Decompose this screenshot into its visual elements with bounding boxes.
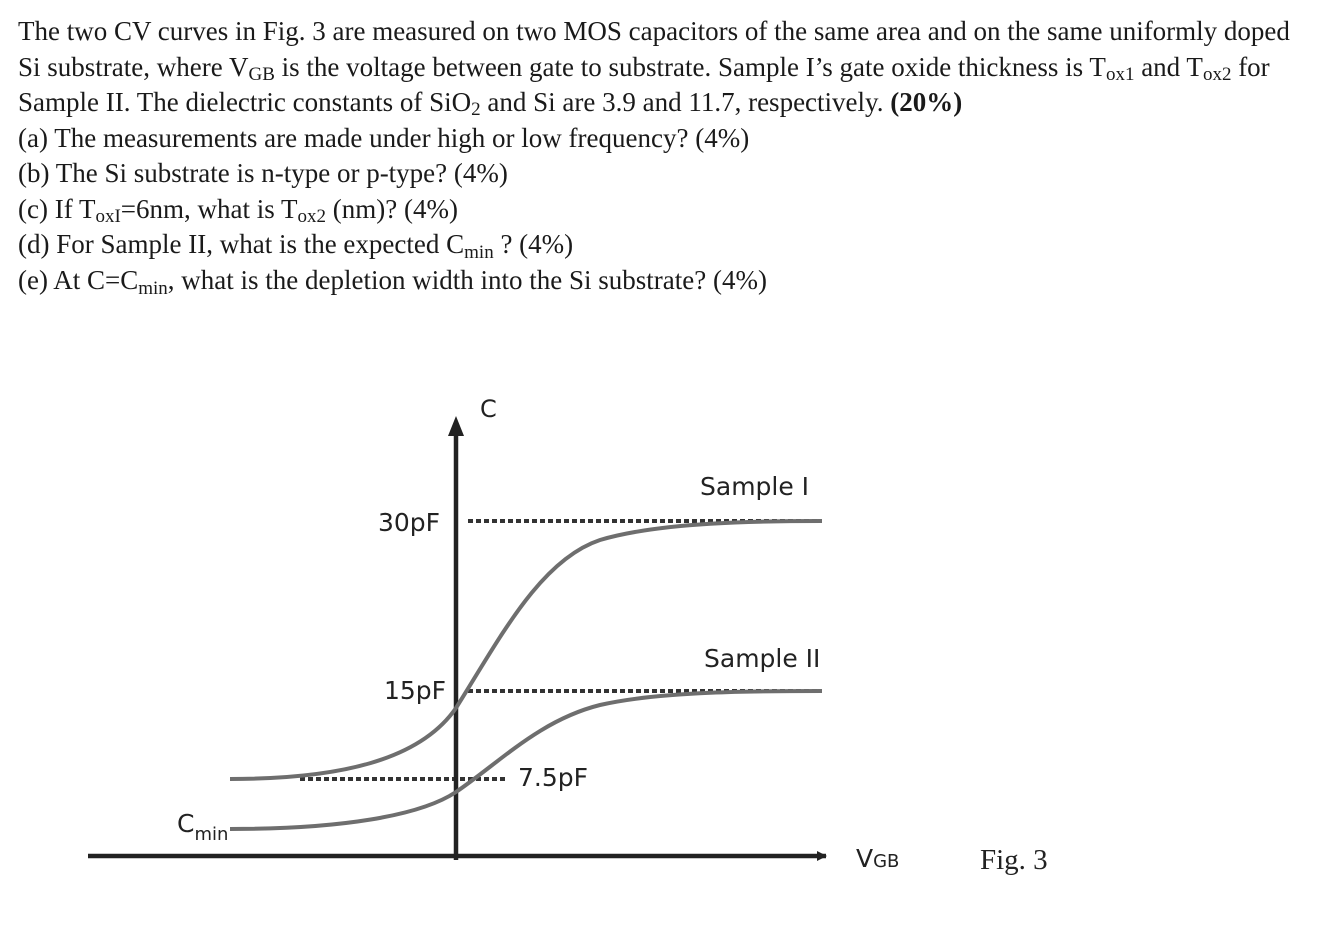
cmin-label xyxy=(177,809,228,845)
tick-label-30pf: 30pF xyxy=(378,508,441,537)
curve-sample-ii xyxy=(230,691,822,829)
question-b: (b) The Si substrate is n-type or p-type? (4%) xyxy=(18,158,508,188)
x-axis-symbol: V xyxy=(856,844,874,873)
legend-sample-i: Sample I xyxy=(700,472,810,501)
points-total: (20%) xyxy=(890,87,963,117)
question-c: (c) If $T_{oxI}=6nm$, what is $T_{ox2}$ (nm)? (4%) xyxy=(18,193,458,227)
question-a: (a) The measurements are made under high or low frequency? (4%) xyxy=(18,122,750,153)
y-axis-arrow-icon xyxy=(448,416,464,436)
figure-caption: Fig. 3 xyxy=(980,844,1048,876)
tick-label-7p5pf: 7.5pF xyxy=(518,763,589,792)
cmin-symbol: C xyxy=(177,809,195,838)
tick-label-15pf: 15pF xyxy=(384,676,447,705)
legend-sample-ii: Sample II xyxy=(704,644,821,673)
x-axis-label xyxy=(856,844,899,873)
cmin-subscript: min xyxy=(194,824,229,845)
question-e: (e) At C=Cmin, what is the depletion width into the Si substrate? (4%) xyxy=(18,264,767,299)
x-axis-subscript: GB xyxy=(873,851,900,872)
problem-intro: The two CV curves in Fig. 3 are measured on two MOS capacitors of the same area and on the same uniformly doped Si substrate, where $V_{GB}$ is the voltage between gate to substrate. Sample I’s gate oxide thickness is $T_{ox1}$ and $T_{ox2}$ for Sample II. The dielectric constants of SiO$_2$ and Si are 3.9 and 11.7, respectively. (20%) xyxy=(18,16,1290,120)
y-axis-label: C xyxy=(480,395,497,423)
question-d: (d) For Sample II, what is the expected Cmin ? (4%) xyxy=(18,229,574,263)
